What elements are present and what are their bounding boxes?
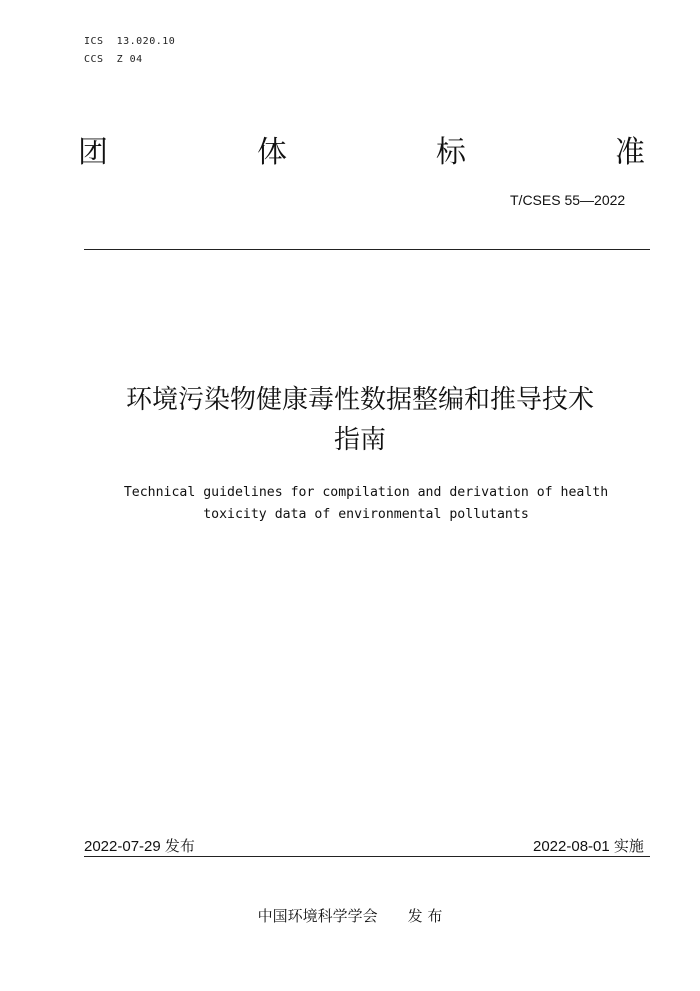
header-divider <box>84 249 650 250</box>
title-en-line-1: Technical guidelines for compilation and derivation of health <box>123 485 609 500</box>
standard-type-char-3: 标 <box>436 135 466 170</box>
title-en-line-2: toxicity data of environmental pollutants <box>203 507 529 522</box>
implementation-date: 2022-08-01 实施 <box>533 838 644 855</box>
release-date: 2022-07-29 发布 <box>84 838 195 855</box>
standard-type-char-2: 体 <box>257 135 287 170</box>
standard-type-char-4: 准 <box>615 135 645 170</box>
ics-code: ICS 13.020.10 <box>84 36 176 47</box>
title-cn-line-2: 指南 <box>333 425 386 455</box>
standard-number: T/CSES 55—2022 <box>510 192 626 208</box>
ccs-code: CCS Z 04 <box>84 54 143 65</box>
footer-divider <box>84 856 650 857</box>
title-cn-line-1: 环境污染物健康毒性数据整编和推导技术 <box>125 385 594 415</box>
standard-type-char-1: 团 <box>78 135 108 170</box>
publisher: 中国环境科学学会 发 布 <box>257 907 443 925</box>
